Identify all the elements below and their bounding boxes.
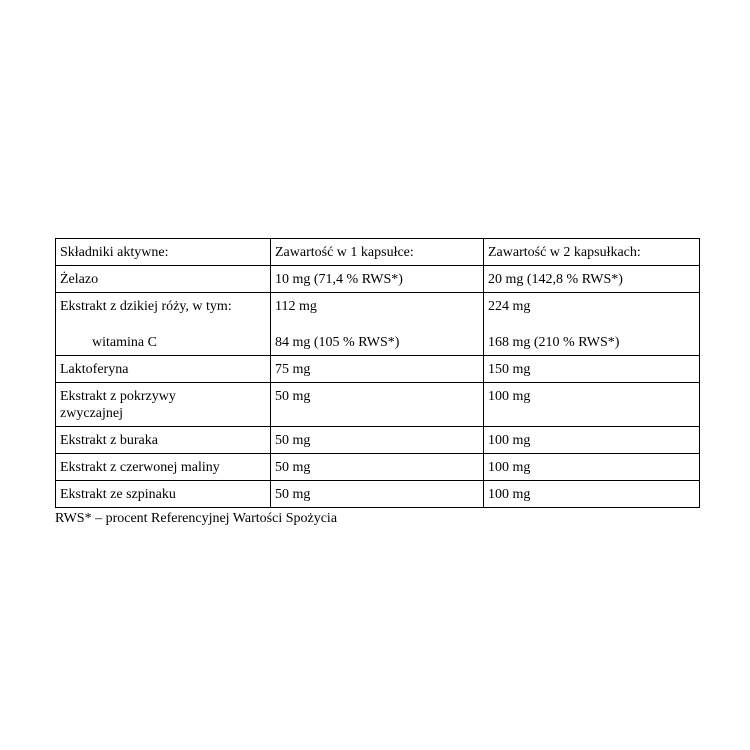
two-capsules-cell: 100 mg — [484, 481, 700, 508]
two-capsules-cell — [484, 293, 700, 356]
sub-one-capsule-value: 84 mg (105 % RWS*) — [275, 335, 400, 350]
header-one-capsule: Zawartość w 1 kapsułce: — [271, 239, 484, 266]
footnote: RWS* – procent Referencyjnej Wartości Spożycia — [55, 511, 338, 526]
one-capsule-cell — [271, 293, 484, 356]
ingredient-label: Ekstrakt z dzikiej róży, w tym: — [60, 299, 232, 314]
sub-ingredient-label: witamina C — [92, 335, 157, 350]
one-capsule-cell: 50 mg — [271, 481, 484, 508]
table-row — [56, 454, 700, 481]
one-capsule-cell: 75 mg — [271, 356, 484, 383]
ingredient-cell: Ekstrakt z buraka — [56, 427, 271, 454]
ingredient-cell: Ekstrakt ze szpinaku — [56, 481, 271, 508]
table-row — [56, 383, 700, 427]
ingredient-cell — [56, 293, 271, 356]
ingredient-cell: Ekstrakt z pokrzywy zwyczajnej — [56, 383, 271, 427]
header-ingredient: Składniki aktywne: — [56, 239, 271, 266]
two-capsules-cell: 150 mg — [484, 356, 700, 383]
table-row — [56, 356, 700, 383]
table-row — [56, 481, 700, 508]
ingredient-cell: Żelazo — [56, 266, 271, 293]
two-capsules-cell: 20 mg (142,8 % RWS*) — [484, 266, 700, 293]
table-header-row — [56, 239, 700, 266]
sub-two-capsules-value: 168 mg (210 % RWS*) — [488, 335, 620, 350]
one-capsule-value: 112 mg — [275, 299, 317, 314]
one-capsule-cell: 10 mg (71,4 % RWS*) — [271, 266, 484, 293]
ingredient-cell: Ekstrakt z czerwonej maliny — [56, 454, 271, 481]
two-capsules-value: 224 mg — [488, 299, 531, 314]
two-capsules-cell: 100 mg — [484, 427, 700, 454]
composition-table — [55, 238, 700, 508]
one-capsule-cell: 50 mg — [271, 383, 484, 427]
two-capsules-cell: 100 mg — [484, 383, 700, 427]
two-capsules-cell: 100 mg — [484, 454, 700, 481]
one-capsule-cell: 50 mg — [271, 427, 484, 454]
header-two-capsules: Zawartość w 2 kapsułkach: — [484, 239, 700, 266]
ingredient-cell: Laktoferyna — [56, 356, 271, 383]
table-row — [56, 266, 700, 293]
one-capsule-cell: 50 mg — [271, 454, 484, 481]
table-row — [56, 427, 700, 454]
document — [55, 238, 699, 527]
table-row — [56, 293, 700, 356]
